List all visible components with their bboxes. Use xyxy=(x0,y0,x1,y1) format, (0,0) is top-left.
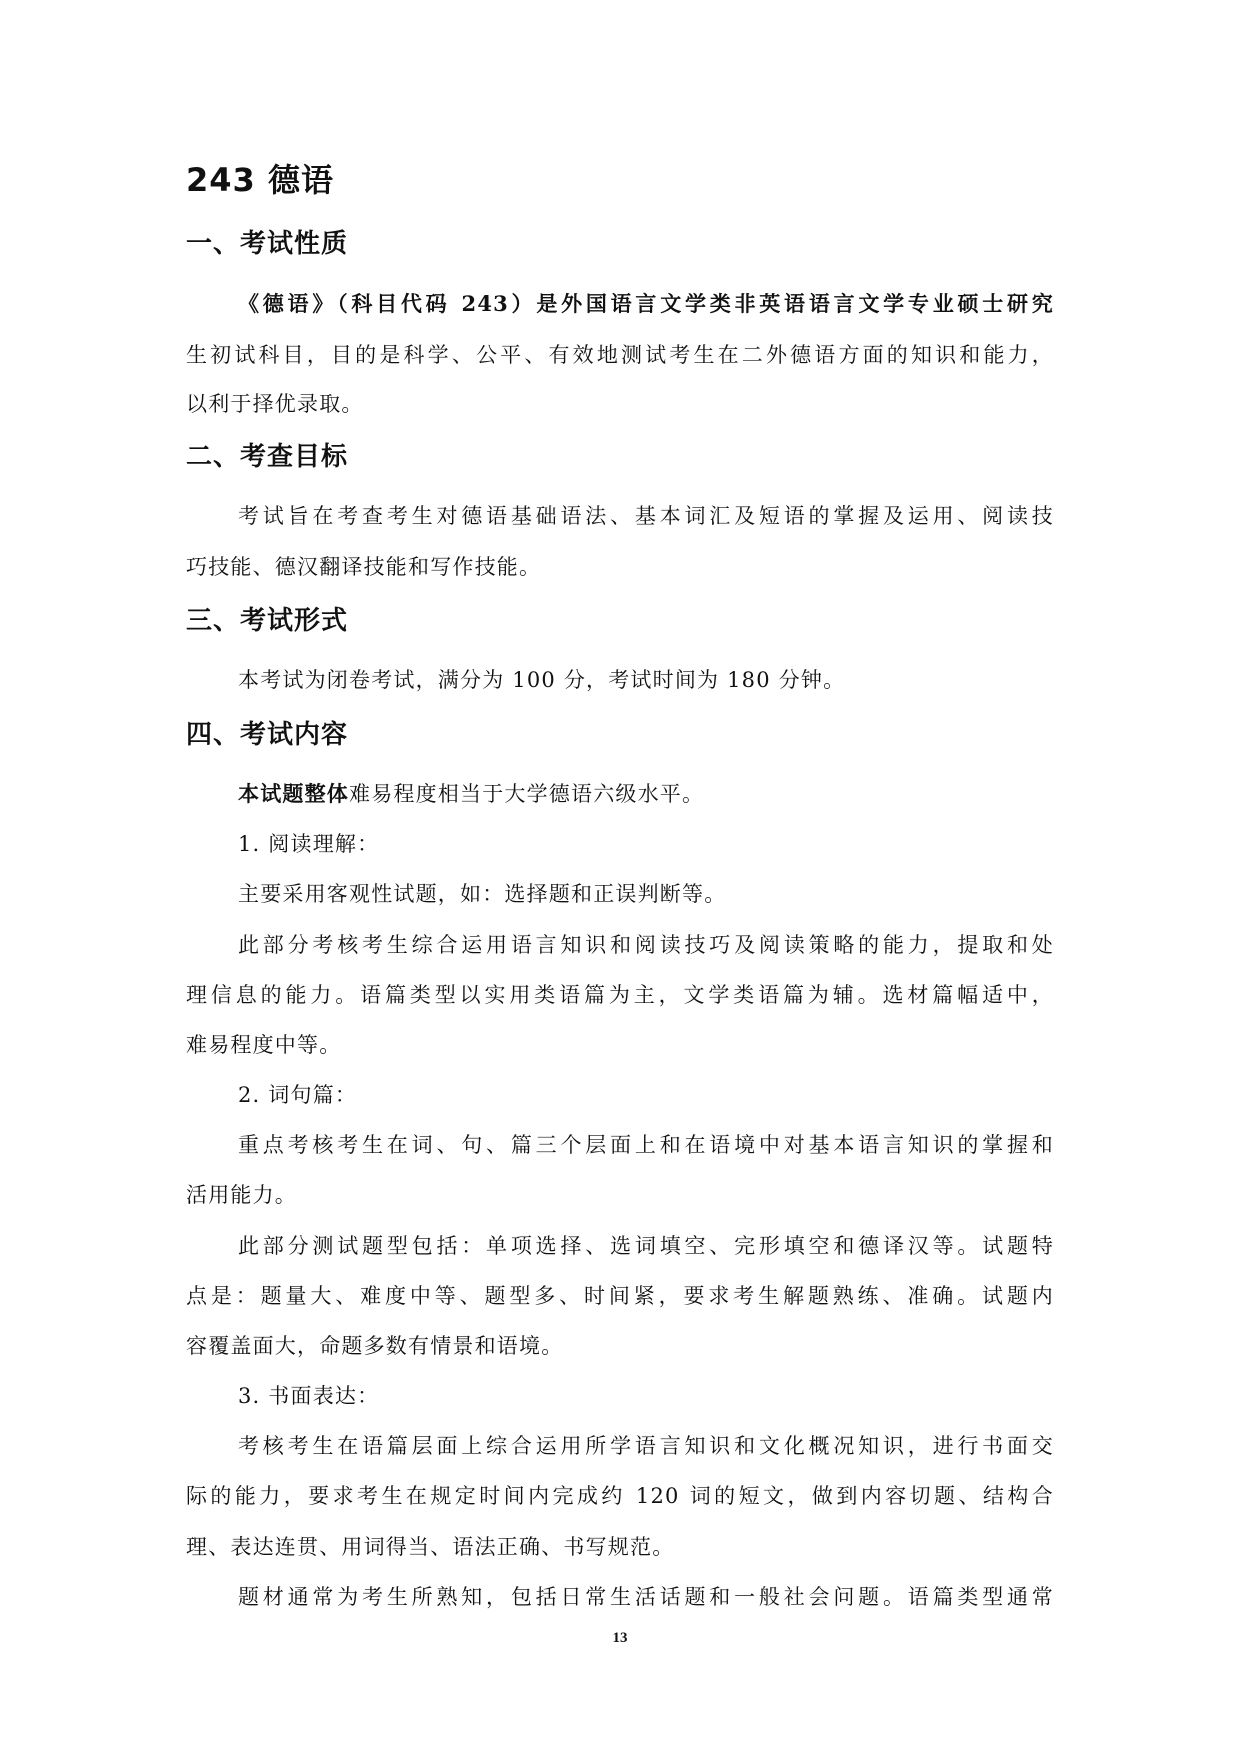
paragraph-line: 际的能力，要求考生在规定时间内完成约 120 词的短文，做到内容切题、结构合 xyxy=(186,1484,1054,1508)
paragraph-line: 考试旨在考查考生对德语基础语法、基本词汇及短语的掌握及运用、阅读技 xyxy=(238,504,1054,528)
paragraph-line: 巧技能、德汉翻译技能和写作技能。 xyxy=(186,555,542,579)
paragraph-line: 容覆盖面大，命题多数有情景和语境。 xyxy=(186,1334,564,1358)
paragraph-line: 本考试为闭卷考试，满分为 100 分，考试时间为 180 分钟。 xyxy=(238,668,846,692)
paragraph-line: 理信息的能力。语篇类型以实用类语篇为主，文学类语篇为辅。选材篇幅适中， xyxy=(186,983,1054,1007)
paragraph-line: 《德语》（科目代码 243）是外国语言文学类非英语语言文学专业硕士研究 xyxy=(238,291,1054,316)
paragraph-line: 以利于择优录取。 xyxy=(186,392,364,416)
paragraph-line: 主要采用客观性试题，如：选择题和正误判断等。 xyxy=(238,882,727,906)
paragraph-line: 重点考核考生在词、句、篇三个层面上和在语境中对基本语言知识的掌握和 xyxy=(238,1133,1054,1157)
section-heading-exam-content: 四、考试内容 xyxy=(186,720,349,750)
paragraph-line: 理、表达连贯、用词得当、语法正确、书写规范。 xyxy=(186,1535,675,1559)
page-number: 13 xyxy=(612,1630,628,1646)
intro-text: 难易程度相当于大学德语六级水平。 xyxy=(349,782,705,806)
paragraph-line: 此部分测试题型包括：单项选择、选词填空、完形填空和德译汉等。试题特 xyxy=(238,1234,1054,1258)
paragraph-line: 难易程度中等。 xyxy=(186,1033,342,1057)
item-label-vocabulary: 2. 词句篇： xyxy=(238,1083,358,1107)
section-heading-exam-nature: 一、考试性质 xyxy=(186,229,349,259)
paragraph-line: 活用能力。 xyxy=(186,1183,297,1207)
paragraph-line: 生初试科目，目的是科学、公平、有效地测试考生在二外德语方面的知识和能力， xyxy=(186,343,1054,367)
item-label-reading: 1. 阅读理解： xyxy=(238,832,380,856)
intro-bold-text: 本试题整体 xyxy=(238,781,349,806)
section-heading-exam-format: 三、考试形式 xyxy=(186,606,349,636)
section-heading-exam-objectives: 二、考查目标 xyxy=(186,442,349,472)
intro-line xyxy=(238,779,704,809)
paragraph-line: 点是：题量大、难度中等、题型多、时间紧，要求考生解题熟练、准确。试题内 xyxy=(186,1284,1054,1308)
paragraph-line: 此部分考核考生综合运用语言知识和阅读技巧及阅读策略的能力，提取和处 xyxy=(238,933,1054,957)
paragraph-line: 考核考生在语篇层面上综合运用所学语言知识和文化概况知识，进行书面交 xyxy=(238,1434,1054,1458)
paragraph-line: 题材通常为考生所熟知，包括日常生活话题和一般社会问题。语篇类型通常 xyxy=(238,1585,1054,1609)
document-title: 243 德语 xyxy=(186,161,334,199)
item-label-writing: 3. 书面表达： xyxy=(238,1384,380,1408)
